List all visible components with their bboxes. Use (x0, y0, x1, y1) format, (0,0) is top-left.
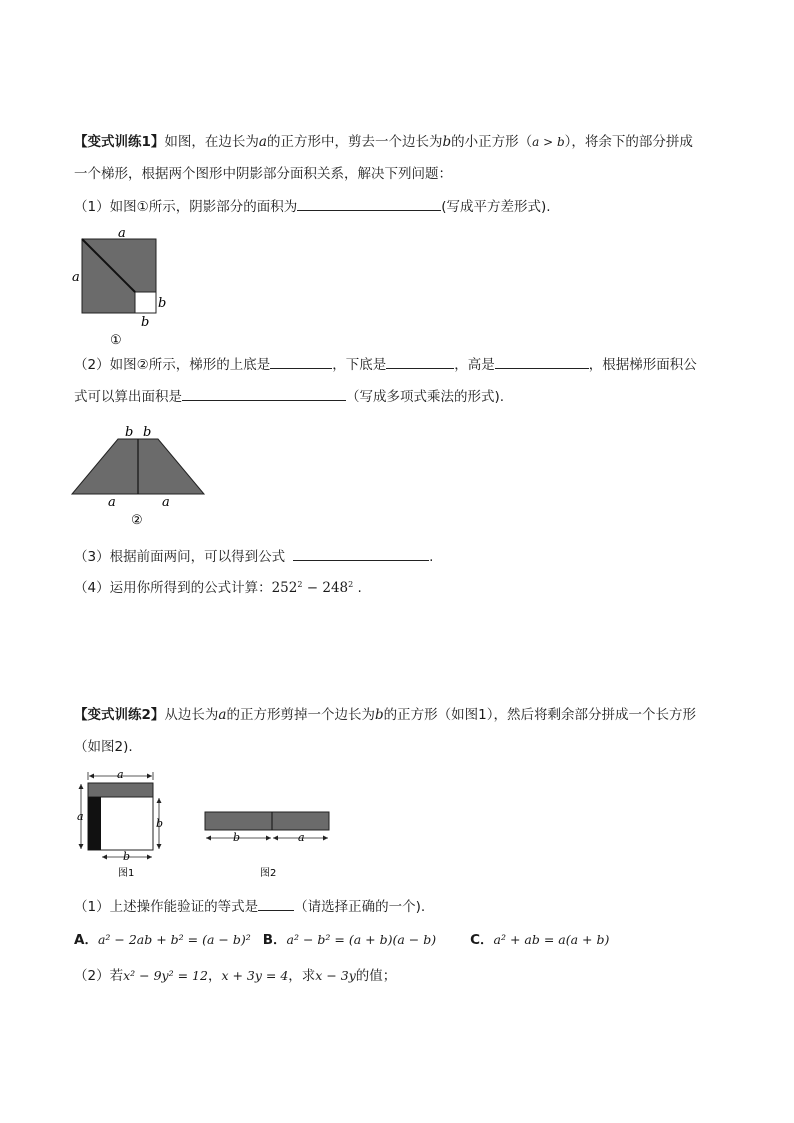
ex1-question-2-line2 (74, 386, 504, 407)
ex2-q1-answer-blank[interactable] (258, 896, 294, 911)
ex1-q4-text: （4）运用你所得到的公式计算： (74, 580, 272, 596)
ex2-var-a: a (218, 707, 227, 723)
ex1-q2-text-4: ，根据梯形面积公 (588, 357, 697, 373)
ex2-q2-text-2: ，求 (288, 968, 316, 984)
ex2-option-a[interactable]: A．a² − 2ab + b² = (a − b)² (74, 932, 251, 948)
ex2-option-c-formula: a² + ab = a(a + b) (493, 932, 610, 947)
ex2-question-2 (74, 966, 396, 986)
ex1-question-4 (74, 578, 362, 598)
ex2-intro-line2: （如图2). (74, 739, 133, 755)
ex1-var-b: b (442, 134, 452, 150)
ex2-q1-hint: （请选择正确的一个). (294, 899, 426, 915)
ex2-fig1-label-right: b (156, 817, 164, 830)
ex2-q2-text-3: 的值； (355, 968, 397, 984)
ex2-fig1-label-top: a (117, 768, 124, 781)
ex2-options (74, 930, 609, 950)
ex1-figure-2 (70, 422, 210, 532)
fig2-caption: ② (131, 513, 143, 528)
ex2-fig2-label-a: a (298, 831, 305, 844)
ex2-option-b-formula: a² − b² = (a + b)(a − b) (286, 932, 437, 947)
fig1-caption: ① (110, 333, 122, 348)
fig1-label-left: a (72, 270, 80, 285)
fig2-label-b-left: b (125, 425, 134, 440)
ex2-fig1-left-strip (88, 797, 101, 850)
ex2-fig2-caption: 图2 (260, 868, 277, 879)
ex1-text-2: 的正方形中，剪去一个边长为 (266, 134, 443, 150)
ex1-heading: 【变式训练1】 (74, 134, 165, 150)
ex1-q2-text-3: ，高是 (454, 357, 495, 373)
ex1-q2-text-2: ，下底是 (332, 357, 387, 373)
ex1-q3-formula-blank[interactable] (293, 546, 429, 561)
ex1-var-a: a (258, 134, 267, 150)
fig2-label-a-right: a (162, 495, 170, 510)
ex1-q2-top-base-blank[interactable] (270, 354, 332, 369)
fig1-label-right: b (158, 296, 167, 311)
ex2-fig1-top-strip (88, 783, 153, 797)
ex1-intro-line1 (74, 132, 693, 152)
ex2-text-3: 的正方形（如图1），然后将剩余部分拼成一个长方形 (383, 707, 696, 723)
ex2-question-1 (74, 896, 425, 917)
ex1-condition: a > b (532, 135, 565, 149)
ex1-q2-text-6: （写成多项式乘法的形式). (346, 389, 505, 405)
ex2-fig1-label-left: a (77, 810, 84, 823)
ex1-q2-text-1: （2）如图②所示，梯形的上底是 (74, 357, 271, 373)
ex2-text-1: 从边长为 (164, 707, 219, 723)
fig2-label-b-right: b (143, 425, 152, 440)
ex2-fig2-rectangle (205, 812, 329, 830)
ex1-q1-hint: (写成平方差形式). (441, 199, 551, 215)
fig1-label-bottom: b (141, 315, 150, 330)
ex1-text-1: 如图，在边长为 (164, 134, 259, 150)
ex2-q2-expression: x − 3y (315, 968, 356, 983)
ex1-q2-area-blank[interactable] (182, 386, 346, 401)
ex2-q1-text: （1）上述操作能验证的等式是 (74, 899, 259, 915)
ex1-q3-text: （3）根据前面两问，可以得到公式 (74, 549, 286, 565)
ex2-option-c[interactable]: C．a² + ab = a(a + b) (470, 932, 610, 948)
fig1-cut-square (135, 292, 156, 313)
ex1-q2-height-blank[interactable] (495, 354, 589, 369)
ex2-q2-separator: ， (207, 968, 222, 984)
ex2-var-b: b (374, 707, 384, 723)
ex1-text-3: 的小正方形（ (451, 134, 533, 150)
ex1-question-2 (74, 354, 697, 375)
ex2-option-b[interactable]: B．a² − b² = (a + b)(a − b) (262, 932, 437, 948)
ex2-fig1-caption: 图1 (118, 868, 135, 879)
fig2-label-a-left: a (108, 495, 116, 510)
ex1-q1-answer-blank[interactable] (297, 196, 441, 211)
ex2-q2-equation-1: x² − 9y² = 12 (123, 968, 208, 983)
ex1-figure-1 (70, 226, 170, 348)
ex2-intro-line1 (74, 705, 696, 725)
ex1-intro-line2: 一个梯形，根据两个图形中阴影部分面积关系，解决下列问题： (74, 166, 452, 182)
ex2-fig2-label-b: b (233, 831, 241, 844)
ex1-q2-bottom-base-blank[interactable] (386, 354, 454, 369)
ex2-figure-2 (200, 806, 335, 882)
ex2-figure-1 (70, 768, 170, 880)
ex1-q4-expression: $252^2 - 248^2$ (271, 580, 354, 596)
ex1-q3-period: . (429, 549, 434, 565)
ex1-question-3 (74, 546, 433, 567)
ex1-q2-text-5: 式可以算出面积是 (74, 389, 182, 405)
ex1-text-4: ），将余下的部分拼成 (564, 134, 693, 150)
ex1-q1-text: （1）如图①所示，阴影部分的面积为 (74, 199, 298, 215)
ex2-heading: 【变式训练2】 (74, 707, 165, 723)
ex2-fig1-label-bottom: b (123, 850, 131, 863)
fig1-label-top: a (118, 226, 126, 241)
ex2-option-a-formula: a² − 2ab + b² = (a − b)² (97, 932, 251, 947)
ex2-text-2: 的正方形剪掉一个边长为 (226, 707, 375, 723)
ex1-q4-period: . (353, 580, 362, 596)
ex2-q2-text-1: （2）若 (74, 968, 124, 984)
ex2-q2-equation-2: x + 3y = 4 (221, 968, 289, 983)
ex1-question-1 (74, 196, 551, 217)
